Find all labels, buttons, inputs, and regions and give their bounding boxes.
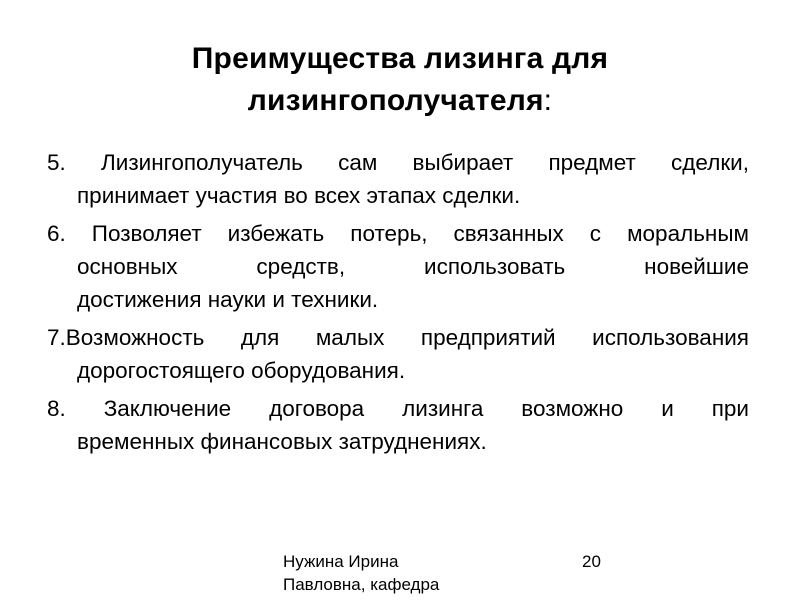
list-item-5-line-1: 5. Лизингополучатель сам выбирает предмет сделки, [47, 150, 749, 175]
list-item-8-line-1: 8. Заключение договора лизинга возможно и при [47, 396, 749, 421]
list-item-5-line-2: принимает участия во всех этапах сделки. [77, 183, 521, 208]
list-item-5 [47, 146, 749, 212]
list-item-6-line-2: основных средств, использовать новейшие [77, 254, 749, 279]
list-item-7 [47, 321, 749, 387]
slide-body [47, 146, 749, 463]
list-item-6-line-1: 6. Позволяет избежать потерь, связанных с моральным [47, 221, 749, 246]
slide-title-line-2 [0, 80, 800, 122]
list-item-7-line-2: дорогостоящего оборудования. [77, 358, 406, 383]
list-item-8-line-2: временных финансовых затруднениях. [77, 429, 487, 454]
page-number: 20 [582, 552, 601, 571]
footer-author-line-1: Нужина Ирина [283, 552, 399, 571]
slide-title [0, 38, 800, 122]
list-item-8 [47, 392, 749, 458]
slide-title-line-1: Преимущества лизинга для [191, 42, 609, 75]
list-item-7-line-1: 7.Возможность для малых предприятий использования [47, 325, 749, 350]
footer-author-line-2: Павловна, кафедра [283, 575, 440, 594]
list-item-6-line-3: достижения науки и техники. [77, 287, 379, 312]
footer-author [283, 550, 439, 596]
slide-title-colon: : [543, 84, 553, 117]
slide-title-line-2-text: лизингополучателя [247, 84, 544, 117]
list-item-6 [47, 217, 749, 316]
